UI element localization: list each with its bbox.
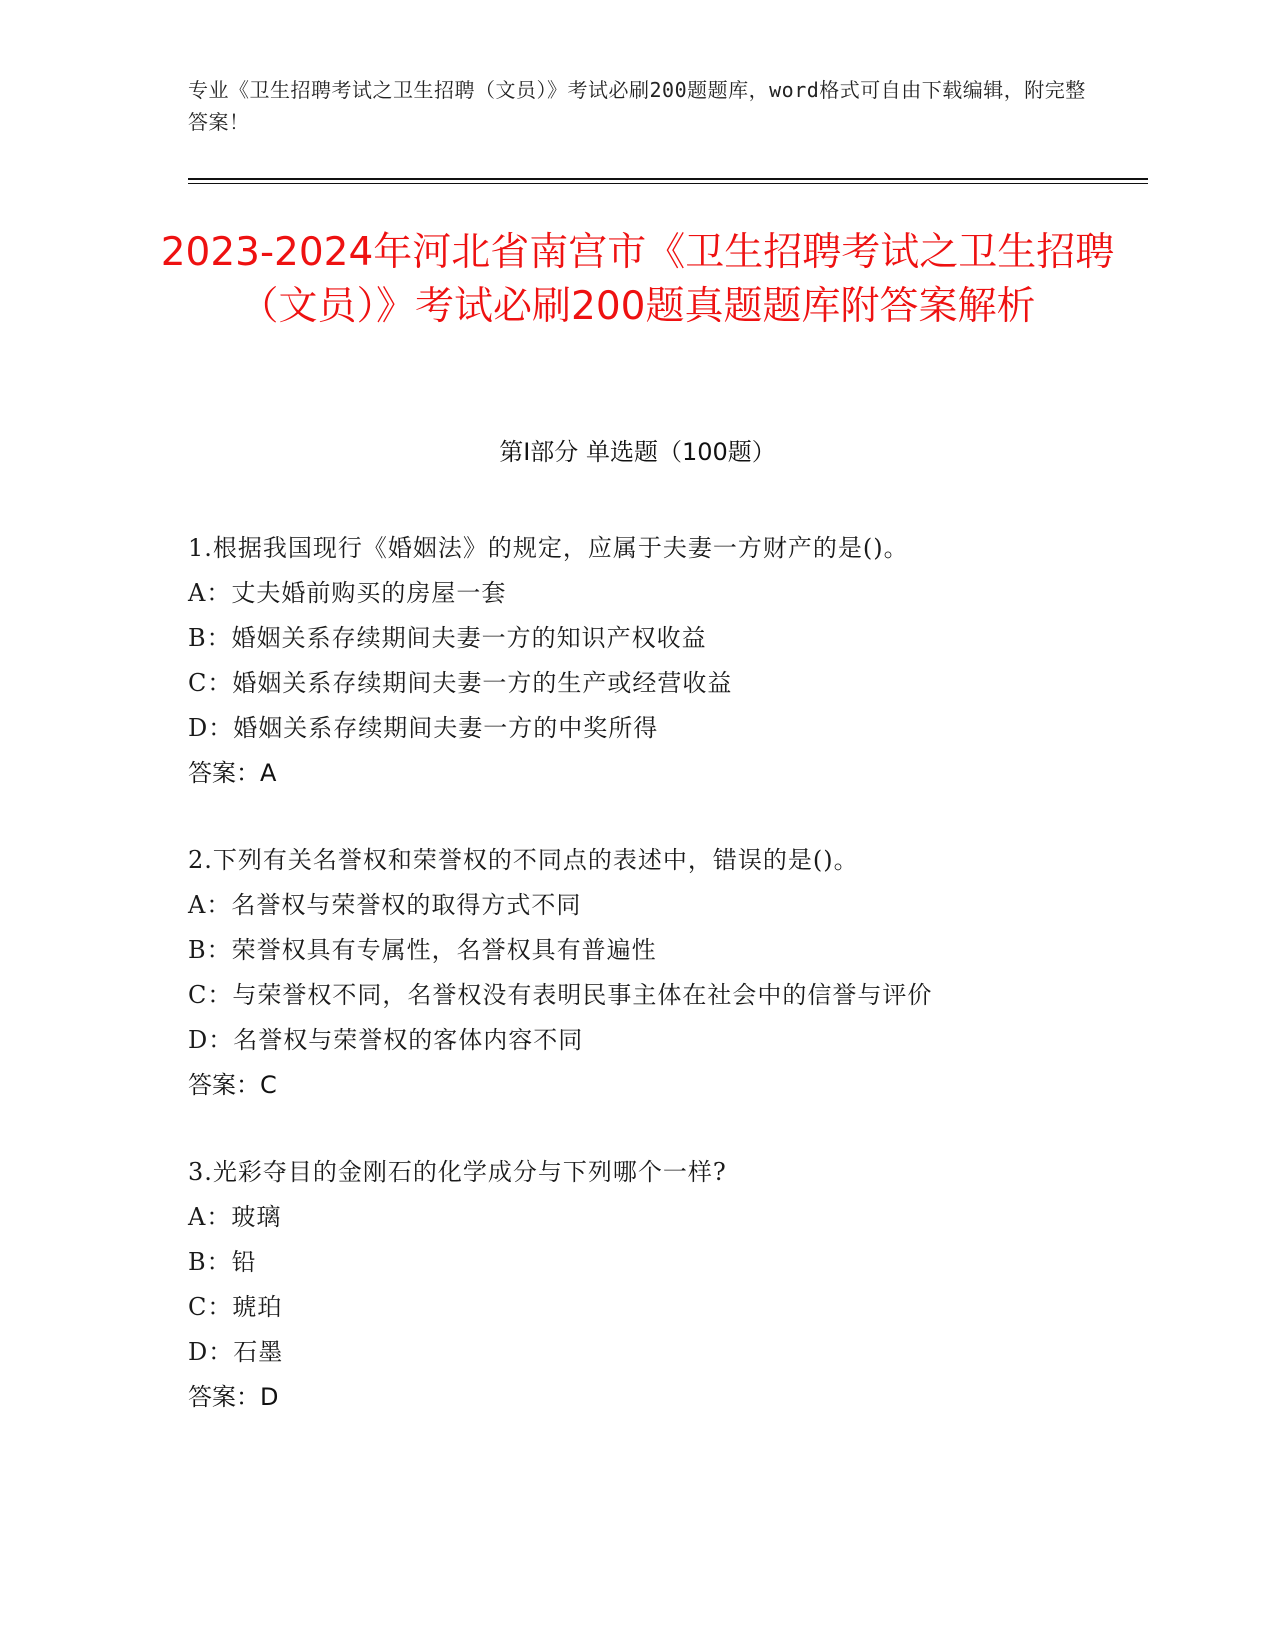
header-note: 专业《卫生招聘考试之卫生招聘（文员）》考试必刷200题题库，word格式可自由下载编辑，附完整答案！ xyxy=(188,78,1086,134)
option-c: C：婚姻关系存续期间夫妻一方的生产或经营收益 xyxy=(188,669,733,697)
answer: 答案：D xyxy=(188,1383,279,1411)
option-b: B：荣誉权具有专属性，名誉权具有普遍性 xyxy=(188,936,657,964)
option-b: B：婚姻关系存续期间夫妻一方的知识产权收益 xyxy=(188,624,707,652)
answer: 答案：A xyxy=(188,759,277,787)
question-2 xyxy=(188,838,1148,1108)
section-heading: 第Ⅰ部分 单选题（100题） xyxy=(499,438,776,466)
question-stem: 3.光彩夺目的金刚石的化学成分与下列哪个一样? xyxy=(188,1158,727,1186)
option-d: D：石墨 xyxy=(188,1338,284,1366)
question-list xyxy=(188,526,1148,1462)
option-b: B：铅 xyxy=(188,1248,257,1276)
header-divider-thin xyxy=(188,183,1148,184)
option-a: A：名誉权与荣誉权的取得方式不同 xyxy=(188,891,582,919)
question-1 xyxy=(188,526,1148,796)
question-stem: 2.下列有关名誉权和荣誉权的不同点的表述中，错误的是()。 xyxy=(188,846,859,874)
option-c: C：与荣誉权不同，名誉权没有表明民事主体在社会中的信誉与评价 xyxy=(188,981,933,1009)
option-d: D：名誉权与荣誉权的客体内容不同 xyxy=(188,1026,584,1054)
question-3 xyxy=(188,1150,1148,1420)
option-a: A：玻璃 xyxy=(188,1203,282,1231)
header-divider xyxy=(188,178,1148,180)
question-stem: 1.根据我国现行《婚姻法》的规定，应属于夫妻一方财产的是()。 xyxy=(188,534,909,562)
document-title: 2023-2024年河北省南宫市《卫生招聘考试之卫生招聘（文员）》考试必刷200题真题题库附答案解析 xyxy=(160,230,1115,329)
option-a: A：丈夫婚前购买的房屋一套 xyxy=(188,579,507,607)
answer: 答案：C xyxy=(188,1071,277,1099)
option-c: C：琥珀 xyxy=(188,1293,283,1321)
option-d: D：婚姻关系存续期间夫妻一方的中奖所得 xyxy=(188,714,659,742)
